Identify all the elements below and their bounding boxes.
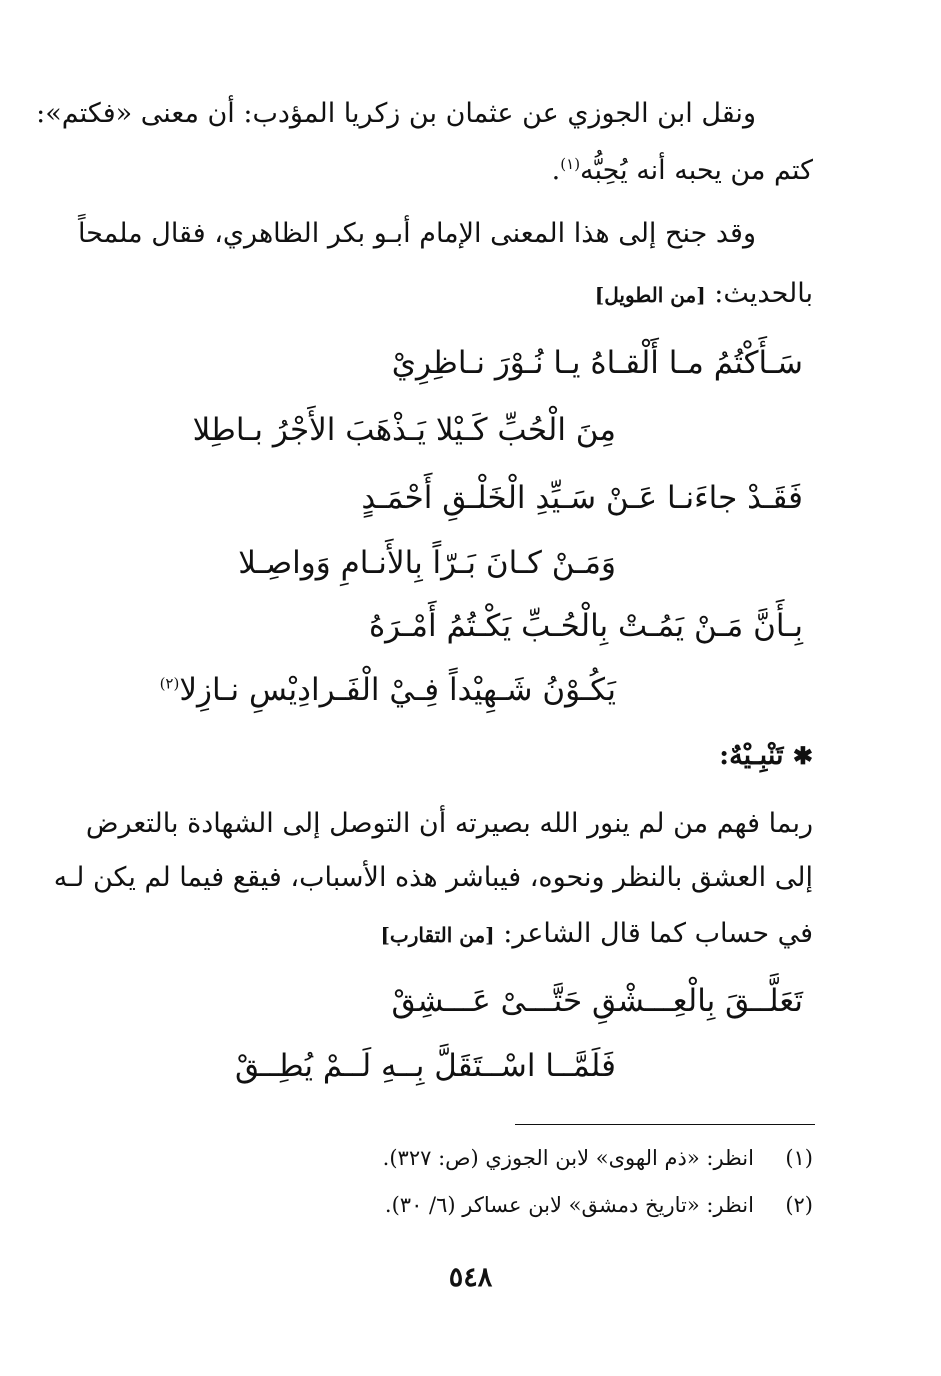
footnote-2 xyxy=(385,1193,813,1217)
footnote-1-number: (١) xyxy=(785,1146,813,1170)
meter-label-tawil: [من الطويل] xyxy=(594,283,706,307)
paragraph-2-line-2-text: بالحديث: xyxy=(714,278,813,309)
footnote-1-text: انظر: «ذم الهوى» لابن الجوزي (ص: ٣٢٧). xyxy=(382,1146,754,1170)
footnote-1 xyxy=(383,1146,813,1170)
heading-tanbih xyxy=(719,740,813,771)
footnote-2-number: (٢) xyxy=(785,1193,813,1217)
paragraph-1-line-1: ونقل ابن الجوزي عن عثمان بن زكريا المؤدب: أن معنى «فكتم»: xyxy=(36,98,756,129)
verse-2-line-1: تَعَلَّــقَ بِالْعِـــشْقِ حَتَّـــىْ عَـــشِقْ xyxy=(391,983,803,1019)
footnote-divider xyxy=(515,1124,815,1125)
verse-line-3: فَقَـدْ جاءَنـا عَـنْ سَـيِّدِ الْخَلْـقِ أَحْمَـدٍ xyxy=(361,480,803,516)
verse-line-4: وَمَـنْ كـانَ بَـرّاً بِالأَنـامِ وَواصِـلا xyxy=(238,545,616,581)
heading-label: تَنْبِـيْهٌ: xyxy=(719,740,784,771)
paragraph-1-line-2 xyxy=(552,155,813,186)
paragraph-1-line-2-text: كتم من يحبه أنه يُحِبُّه xyxy=(580,155,813,186)
verse-2-line-2: فَلَمَّــا اسْــتَقَلَّ بِــهِ لَــمْ يُطِــقْ xyxy=(234,1048,616,1084)
verse-line-2: مِنَ الْحُبِّ كَـيْلا يَـذْهَبَ الأَجْرُ بـاطِلا xyxy=(192,412,616,448)
paragraph-3-line-2: إلى العشق بالنظر ونحوه، فيباشر هذه الأسباب، فيقع فيما لم يكن لـه xyxy=(53,862,813,893)
paragraph-3-line-3-text: في حساب كما قال الشاعر: xyxy=(503,918,813,949)
asterisk-icon: ✱ xyxy=(792,741,813,770)
verse-line-5: بِـأَنَّ مَـنْ يَمُـتْ بِالْحُـبِّ يَكْـتُمُ أَمْـرَهُ xyxy=(368,608,803,644)
footnote-ref-2: (٢) xyxy=(159,674,180,693)
verse-line-6-text: يَكُـوْنُ شَـهِيْداً فِـيْ الْفَـرادِيْسِ نـازِلا xyxy=(179,672,616,708)
paragraph-3-line-1: ربما فهم من لم ينور الله بصيرته أن التوصل إلى الشهادة بالتعرض xyxy=(85,808,813,839)
meter-label-mutaqarib: [من التقارب] xyxy=(380,923,495,947)
paragraph-2-line-1: وقد جنح إلى هذا المعنى الإمام أبـو بكر الظاهري، فقال ملمحاً xyxy=(77,218,756,249)
paragraph-3-line-3 xyxy=(380,918,813,949)
paragraph-2-line-2 xyxy=(595,278,813,309)
footnote-2-text: انظر: «تاريخ دمشق» لابن عساكر (٦/ ٣٠). xyxy=(384,1193,754,1217)
verse-line-6 xyxy=(160,672,616,708)
footnote-ref-1: (١) xyxy=(560,155,581,173)
paragraph-1-line-2-end: . xyxy=(551,155,561,186)
verse-line-1: سَـأَكْتُمُ مـا أَلْقـاهُ يـا نُـوْرَ نـاظِرِيْ xyxy=(391,345,803,381)
page-number: ٥٤٨ xyxy=(448,1262,493,1293)
